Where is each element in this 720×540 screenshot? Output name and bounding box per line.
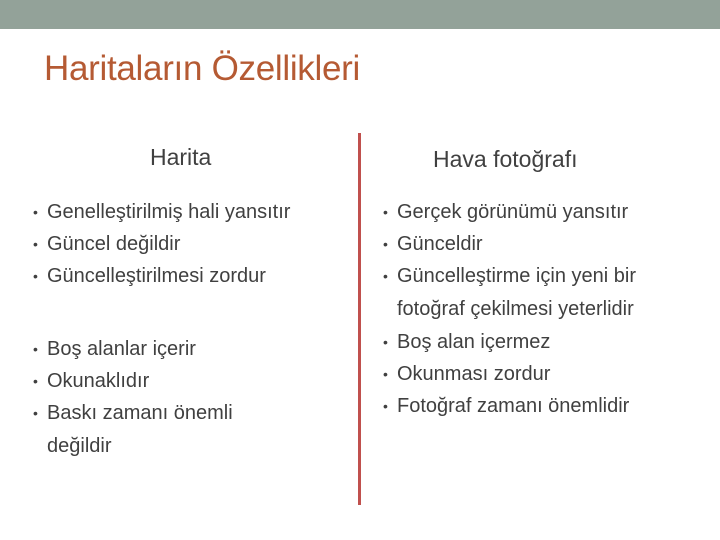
list-item: • Güncelleştirme için yeni bir fotoğraf çekilmesi yeterlidir [383, 260, 693, 326]
left-column-heading: Harita [150, 144, 212, 170]
list-item: • Güncel değildir [33, 228, 353, 260]
list-item: • Güncelleştirilmesi zordur [33, 260, 353, 292]
list-item: • Günceldir [383, 228, 693, 260]
list-item: • Boş alan içermez [383, 326, 693, 358]
list-item: • Baskı zamanı önemli değildir [33, 397, 283, 463]
right-column-heading: Hava fotoğrafı [433, 146, 578, 172]
list-item: • Okunaklıdır [33, 365, 283, 397]
list-item: • Gerçek görünümü yansıtır [383, 196, 693, 228]
left-bullet-list-2 [33, 333, 283, 463]
list-item: • Genelleştirilmiş hali yansıtır [33, 196, 353, 228]
column-divider [358, 133, 361, 505]
list-item: • Boş alanlar içerir [33, 333, 283, 365]
slide-title: Haritaların Özellikleri [44, 49, 360, 88]
list-item: • Okunması zordur [383, 358, 693, 390]
list-item: • Fotoğraf zamanı önemlidir [383, 390, 693, 422]
right-bullet-list [383, 196, 693, 422]
left-bullet-list-1 [33, 196, 353, 292]
top-accent-bar [0, 0, 720, 29]
